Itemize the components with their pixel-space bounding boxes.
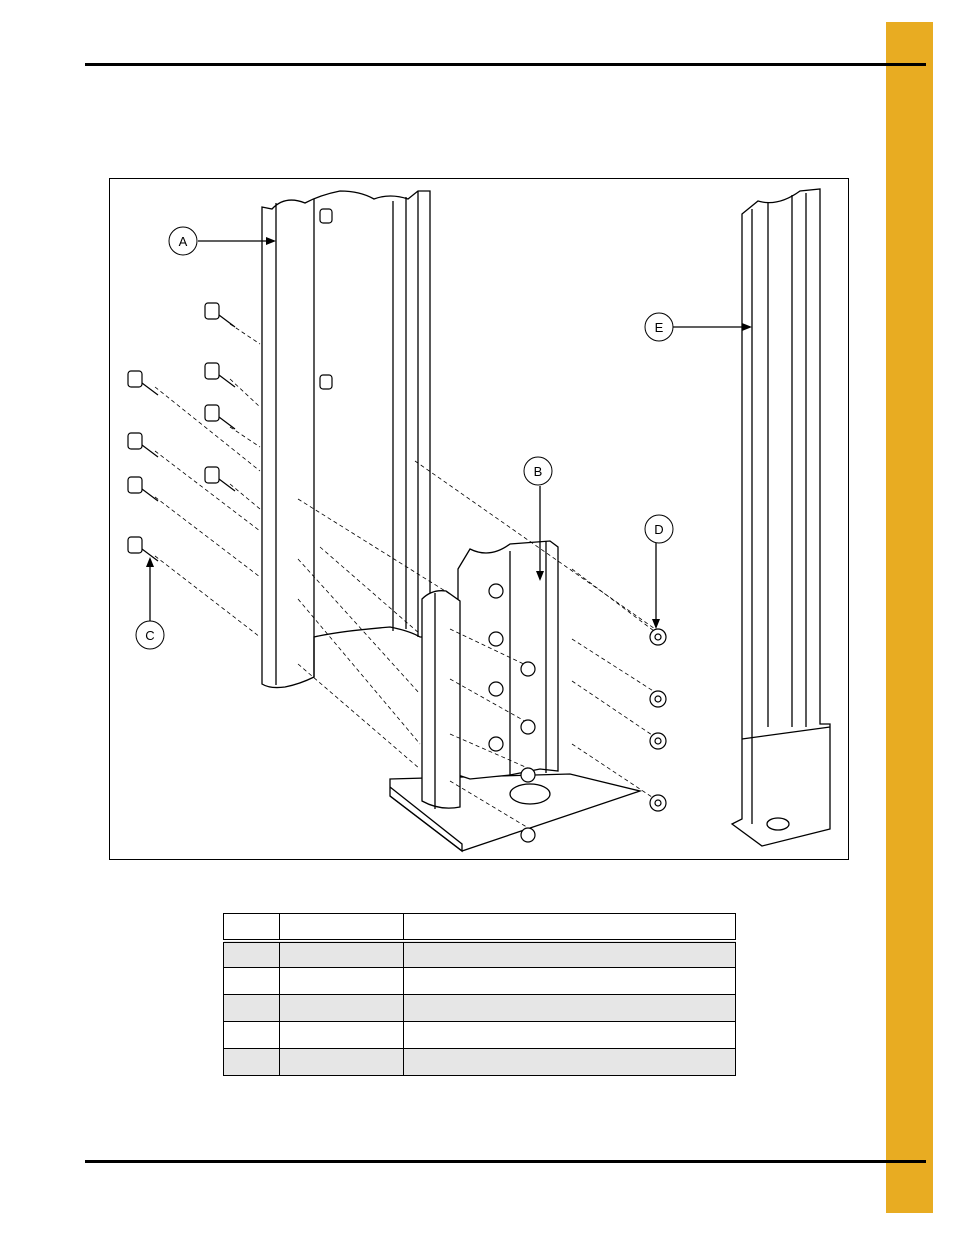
- footer-rule: [85, 1160, 926, 1163]
- header-rule: [85, 63, 926, 66]
- parts-table: [223, 913, 736, 1076]
- parts-table-header: [224, 914, 736, 941]
- assembly-figure: [109, 178, 849, 860]
- col-ref: [224, 914, 280, 941]
- col-part: [279, 914, 403, 941]
- assembly-drawing: [110, 179, 850, 861]
- table-row: [224, 968, 736, 995]
- callout-a: A: [178, 234, 188, 249]
- post-assembled-e: [732, 189, 830, 846]
- callout-e: E: [654, 320, 664, 335]
- table-row: [224, 941, 736, 968]
- col-description: [403, 914, 735, 941]
- post-upright-a: [262, 191, 430, 688]
- table-row: [224, 1049, 736, 1076]
- callout-b: B: [533, 464, 543, 479]
- table-row: [224, 1022, 736, 1049]
- callout-c: C: [145, 628, 155, 643]
- side-tab: [886, 22, 933, 1213]
- callout-d: D: [654, 522, 664, 537]
- table-row: [224, 995, 736, 1022]
